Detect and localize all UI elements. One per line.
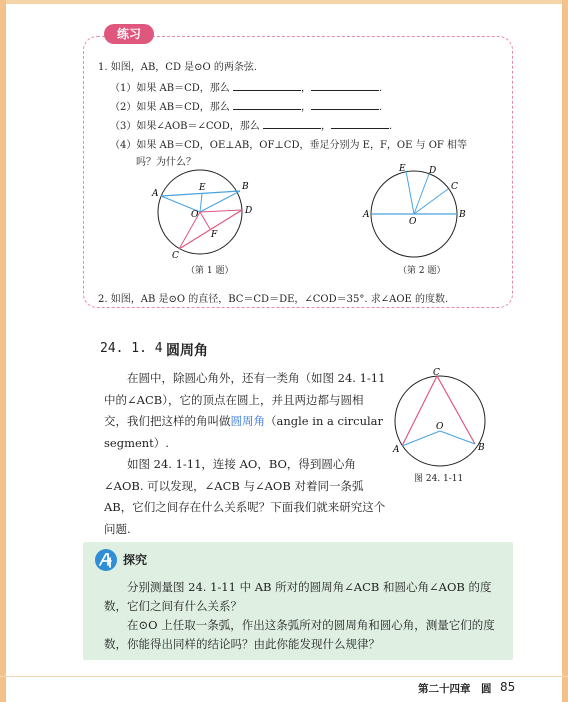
chord-ca <box>402 376 437 446</box>
answer-blank[interactable] <box>331 118 389 129</box>
figure-q2-caption: （第 2 题） <box>398 266 446 276</box>
page-edge-left <box>0 0 6 702</box>
radius-ob <box>440 431 475 444</box>
segment-oe <box>200 194 202 212</box>
answer-blank[interactable] <box>311 80 379 91</box>
segment-ob <box>200 191 240 212</box>
end: . <box>388 121 393 132</box>
point-label: A <box>152 189 159 199</box>
q1-part1 <box>110 79 382 94</box>
point-label: O <box>191 210 199 220</box>
end: . <box>378 102 383 113</box>
point-label: F <box>211 230 218 240</box>
point-label: A <box>363 210 370 220</box>
q1-stem: 1. 如图，AB，CD 是⊙O 的两条弦. <box>98 62 258 73</box>
end: . <box>378 83 383 94</box>
body-text <box>104 368 386 540</box>
q1-part4-line1: （4）如果 AB＝CD，OE⊥AB，OF⊥CD，垂足分别为 E，F，OE 与 OF 相等 <box>110 140 468 151</box>
point-label: D <box>429 166 437 176</box>
section-number: 24. 1. 4 <box>100 341 163 356</box>
point-label: C <box>451 182 458 192</box>
figure-24-1-11 <box>390 368 500 468</box>
figure-q1 <box>150 164 262 260</box>
body-para1-a: 在圆中，除圆心角外，还有一类角（如图 24. 1-11 中的∠ACB），它的顶点在圆上，并且两边都与圆相交，我们把这样的角叫做 <box>104 371 386 428</box>
point-label: C <box>433 368 440 378</box>
point-label: B <box>459 210 466 220</box>
explore-icon <box>94 548 118 572</box>
point-label: C <box>172 251 179 260</box>
segment-of <box>200 212 210 229</box>
section-title: 圆周角 <box>166 343 208 359</box>
point-label: A <box>393 445 400 455</box>
top-band <box>0 0 568 4</box>
figure-q2 <box>362 164 474 260</box>
segment-od <box>200 210 242 212</box>
answer-blank[interactable] <box>311 99 379 110</box>
answer-blank[interactable] <box>233 99 301 110</box>
body-para1-b: （angle in a circular segment）. <box>104 414 384 450</box>
body-paragraph-1 <box>104 368 386 454</box>
q1-part3-text: （3）如果∠AOB＝∠COD，那么 <box>110 121 260 132</box>
term-inscribed-angle: 圆周角 <box>230 414 265 428</box>
answer-blank[interactable] <box>233 80 301 91</box>
q1-part4-line2: 吗？为什么？ <box>136 157 196 168</box>
point-label: B <box>242 182 249 192</box>
point-label: E <box>199 183 206 193</box>
explore-paragraph-1: 分别测量图 24. 1-11 中 AB 所对的圆周角∠ACB 和圆心角∠AOB 的度数，它们之间有什么关系？ <box>104 580 492 613</box>
point-label: E <box>399 164 406 174</box>
sep: ， <box>300 83 311 94</box>
q1-part3 <box>110 117 392 132</box>
exercise-tag: 练习 <box>104 24 154 44</box>
point-label: O <box>436 422 444 432</box>
q1-part2-text: （2）如果 AB＝CD，那么 <box>110 102 230 113</box>
footer-rule <box>0 676 568 677</box>
q2-text: 2. 如图，AB 是⊙O 的直径，BC＝CD＝DE，∠COD＝35°. 求∠AOE 的度数. <box>98 294 449 305</box>
q1-part2 <box>110 98 382 113</box>
point-label: D <box>245 206 253 216</box>
footer-chapter: 第二十四章 圆 <box>418 683 492 695</box>
circle <box>395 376 485 466</box>
figure-q1-caption: （第 1 题） <box>186 266 234 276</box>
radius-oe <box>406 171 414 214</box>
explore-paragraph-2: 在⊙O 上任取一条弧，作出这条弧所对的圆周角和圆心角，测量它们的度数，你能得出同样的结论吗？由此你能发现什么规律？ <box>104 618 495 651</box>
sep: ， <box>320 121 331 132</box>
figure-24-1-11-caption: 图 24. 1-11 <box>414 474 464 484</box>
sep: ， <box>300 102 311 113</box>
point-label: B <box>478 443 485 453</box>
page-number: 85 <box>500 680 516 694</box>
body-paragraph-2: 如图 24. 1-11，连接 AO，BO，得到圆心角∠AOB. 可以发现，∠ACB 与∠AOB 对着同一条弧 AB，它们之间存在什么关系呢？下面我们就来研究这个问题. <box>104 457 386 536</box>
answer-blank[interactable] <box>263 118 321 129</box>
point-label: O <box>409 217 417 227</box>
page-edge-right <box>562 0 568 702</box>
radius-oa <box>402 431 440 446</box>
explore-title: 探究 <box>123 553 148 567</box>
explore-text <box>104 578 504 654</box>
q1-part1-text: （1）如果 AB＝CD，那么 <box>110 83 230 94</box>
